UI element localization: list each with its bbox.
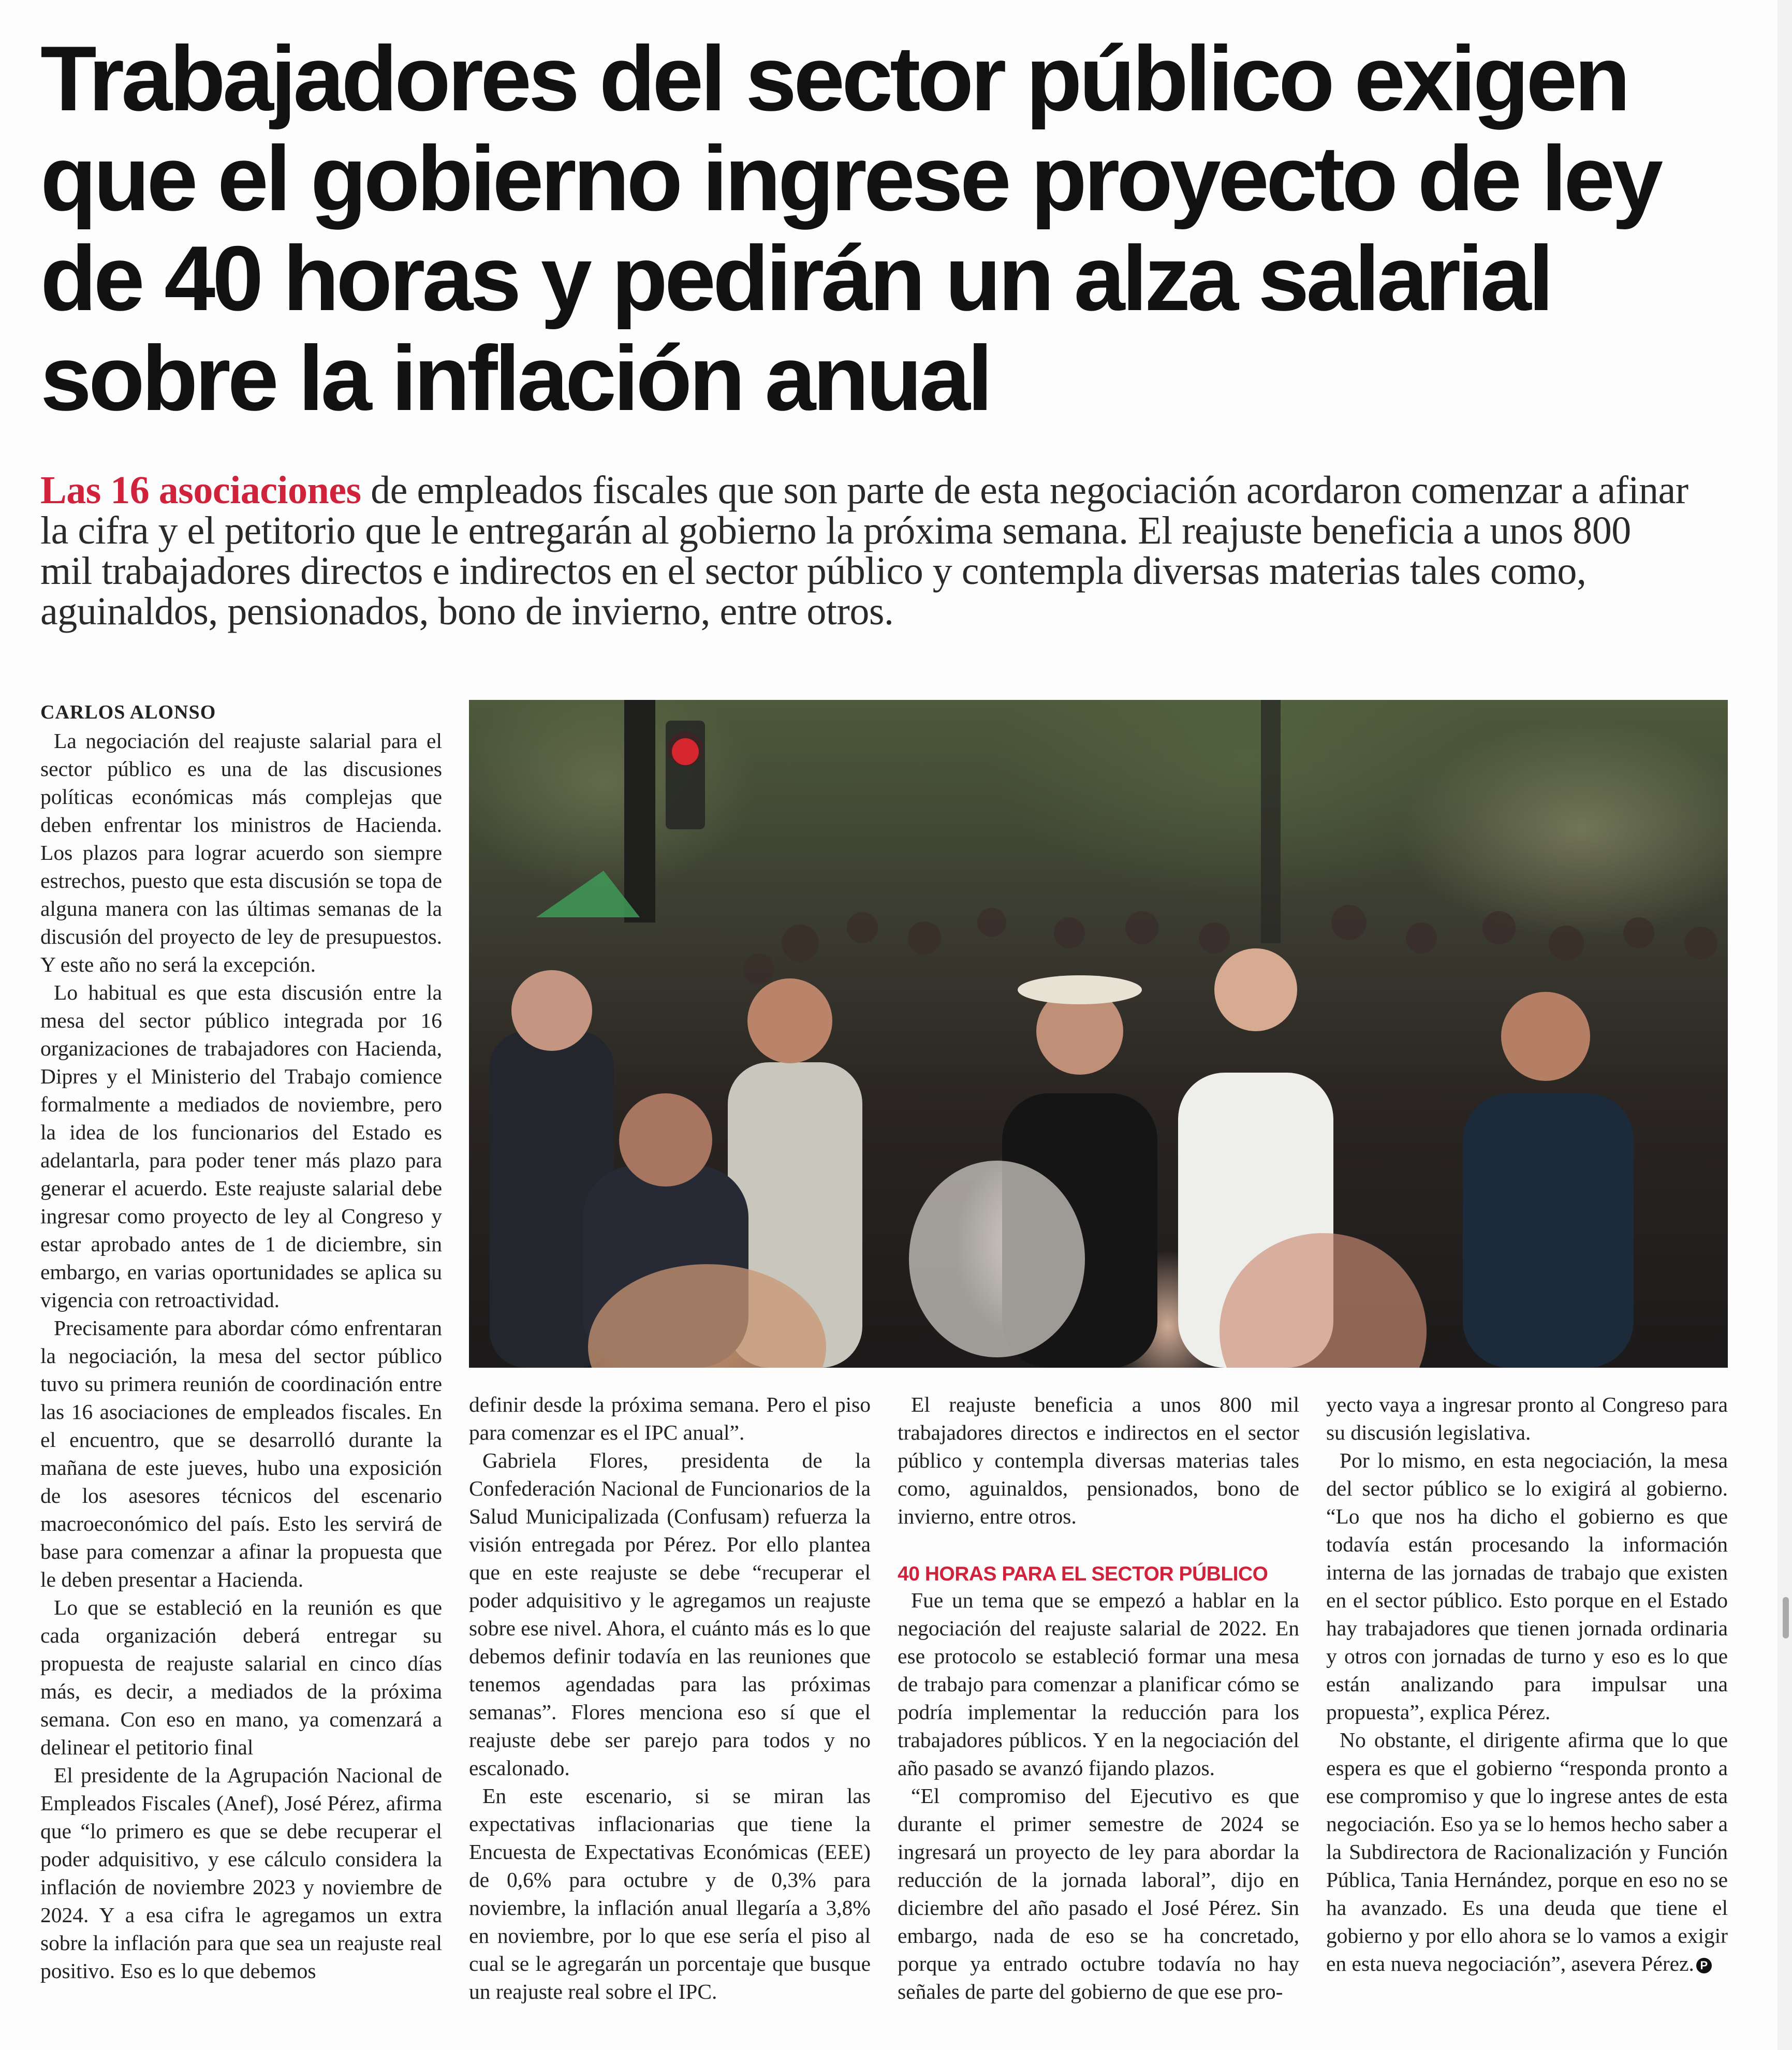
headline-line: sobre la inflación anual xyxy=(40,327,990,430)
vertical-scrollbar[interactable] xyxy=(1778,0,1792,2050)
body-paragraph xyxy=(1326,1726,1728,1978)
body-paragraph: Gabriela Flores, presidenta de la Confederación Nacional de Funcionarios de la Salud Municipalizada (Confusam) refuerza la visión entregada por Pérez. Por ello plantea que en este reajuste se debe “recuperar el poder adquisitivo y le agregamos un reajuste sobre ese nivel. Ahora, el cuánto más es lo que debemos definir todavía en las reuniones que tenemos agendadas para las próximas semanas”. Flores menciona eso sí que el reajuste debe ser parejo para todos y no escalonado. xyxy=(469,1448,871,1780)
body-paragraph: La negociación del reajuste salarial para el sector público es una de las discusiones políticas económicas más complejas que deben enfrentar los ministros de Hacienda. Los plazos para lograr acuerdo son siempre estrechos, puesto que esta discusión se topa de alguna manera con las últimas semanas de la discusión del proyecto de ley de presupuestos. Y este año no será la excepción. xyxy=(40,729,442,976)
lead-line: mil trabajadores directos e indirectos en el sector público y contempla diversas materias tales como, xyxy=(40,549,1587,593)
headline-line: que el gobierno ingrese proyecto de ley xyxy=(40,127,1661,230)
body-paragraph: Precisamente para abordar cómo enfrentaran la negociación, la mesa del sector público tuvo su primera reunión de coordinación entre las 16 asociaciones de empleados fiscales. En el encuentro, que se desarrolló durante la mañana de este jueves, hubo una exposición de los asesores técnicos del escenario macroeconómico del país. Esto les servirá de base para comenzar a afinar la propuesta que le deben presentar a Hacienda. xyxy=(40,1316,442,1591)
scrollbar-thumb[interactable] xyxy=(1783,1597,1789,1638)
body-paragraph-text: No obstante, el dirigente afirma que lo que espera es que el gobierno “responda pronto a ese compromiso y que lo ingrese antes de esta negociación. Eso ya se lo hemos hecho saber a la Subdirectora de Racionalización y Función Pública, Tania Hernández, porque en eso no se ha avanzado. Es una deuda que tiene el gobierno y por ello ahora se lo vamos a exigir en esta nueva negociación”, asevera Pérez. xyxy=(1326,1728,1728,1975)
section-subheading: 40 HORAS PARA EL SECTOR PÚBLICO xyxy=(898,1563,1268,1585)
lead-line xyxy=(40,470,1729,510)
crowd-photo xyxy=(469,700,1728,1368)
byline: CARLOS ALONSO xyxy=(40,701,216,723)
article-column-4 xyxy=(1326,1390,1728,1978)
lead-line1-rest: de empleados fiscales que son parte de esta negociación acordaron comenzar a afinar xyxy=(361,468,1688,512)
body-paragraph: definir desde la próxima semana. Pero el piso para comenzar es el IPC anual”. xyxy=(469,1393,871,1444)
lead-paragraph xyxy=(40,470,1729,632)
headline xyxy=(40,28,1728,428)
body-paragraph: El presidente de la Agrupación Nacional de Empleados Fiscales (Anef), José Pérez, afirma que “lo primero es que se debe recuperar el poder adquisitivo, y ese cálculo considera la inflación de noviembre 2023 y noviembre de 2024. Y a esa cifra le agregamos un extra sobre la inflación para que sea un reajuste real positivo. Eso es lo que debemos xyxy=(40,1763,442,1983)
article-column-1 xyxy=(40,727,442,1985)
end-mark-icon: P xyxy=(1696,1958,1712,1973)
body-paragraph: Por lo mismo, en esta negociación, la mesa del sector público se lo exigirá al gobierno. “Lo que nos ha dicho el gobierno es que todavía están procesando la información interna de las jornadas de trabajo que existen en el sector público. Esto porque en el Estado hay trabajadores que tienen jornada ordinaria y otros con jornadas de turno y eso es lo que están analizando para impulsar una propuesta”, explica Pérez. xyxy=(1326,1448,1728,1724)
body-paragraph: yecto vaya a ingresar pronto al Congreso para su discusión legislativa. xyxy=(1326,1393,1728,1444)
article-column-3 xyxy=(898,1390,1299,2005)
body-paragraph: Fue un tema que se empezó a hablar en la negociación del reajuste salarial de 2022. En ese protocolo se estableció formar una mesa de trabajo para comenzar a planificar cómo se podría implementar la reducción para los trabajadores públicos. Y en la negociación del año pasado se avanzó fijando plazos. xyxy=(898,1588,1299,1780)
body-paragraph: En este escenario, si se miran las expectativas inflacionarias que tiene la Encuesta de Expectativas Económicas (EEE) de 0,6% para octubre y de 0,3% para noviembre, la inflación anual llegaría a 3,8% en noviembre, por lo que ese sería el piso al cual se le agregarán un porcentaje que busque un reajuste real sobre el IPC. xyxy=(469,1784,871,2003)
body-paragraph: “El compromiso del Ejecutivo es que durante el primer semestre de 2024 se ingresará un proyecto de ley para abordar la reducción de la jornada laboral”, dijo en diciembre del año pasado el José Pérez. Sin embargo, nada de eso se ha concretado, porque ya entrado octubre todavía no hay señales de parte del gobierno de que ese pro- xyxy=(898,1784,1299,2003)
headline-line: Trabajadores del sector público exigen xyxy=(40,27,1628,130)
crowd-illustration xyxy=(469,700,1728,1368)
lead-line: aguinaldos, pensionados, bono de invierno, entre otros. xyxy=(40,590,894,633)
lead-highlight: Las 16 asociaciones xyxy=(40,468,361,512)
lead-line: la cifra y el petitorio que le entregarán al gobierno la próxima semana. El reajuste beneficia a unos 800 xyxy=(40,509,1631,552)
article-column-2 xyxy=(469,1390,871,2005)
body-paragraph: Lo que se estableció en la reunión es que cada organización deberá entregar su propuesta de reajuste salarial en cinco días más, es decir, a mediados de la próxima semana. Con eso en mano, ya comenzará a delinear el petitorio final xyxy=(40,1595,442,1759)
body-paragraph: Lo habitual es que esta discusión entre la mesa del sector público integrada por 16 organizaciones de trabajadores con Hacienda, Dipres y el Ministerio del Trabajo comience formalmente a mediados de noviembre, pero la idea de los funcionarios del Estado es adelantarla, para poder tener más plazo para generar el acuerdo. Este reajuste salarial debe ingresar como proyecto de ley al Congreso y estar aprobado antes de 1 de diciembre, sin embargo, en varias oportunidades se aplica su vigencia con retroactividad. xyxy=(40,980,442,1312)
body-paragraph: El reajuste beneficia a unos 800 mil trabajadores directos e indirectos en el sector público y contempla diversas materias tales como, aguinaldos, pensionados, bono de invierno, entre otros. xyxy=(898,1393,1299,1528)
headline-line: de 40 horas y pedirán un alza salarial xyxy=(40,227,1551,330)
